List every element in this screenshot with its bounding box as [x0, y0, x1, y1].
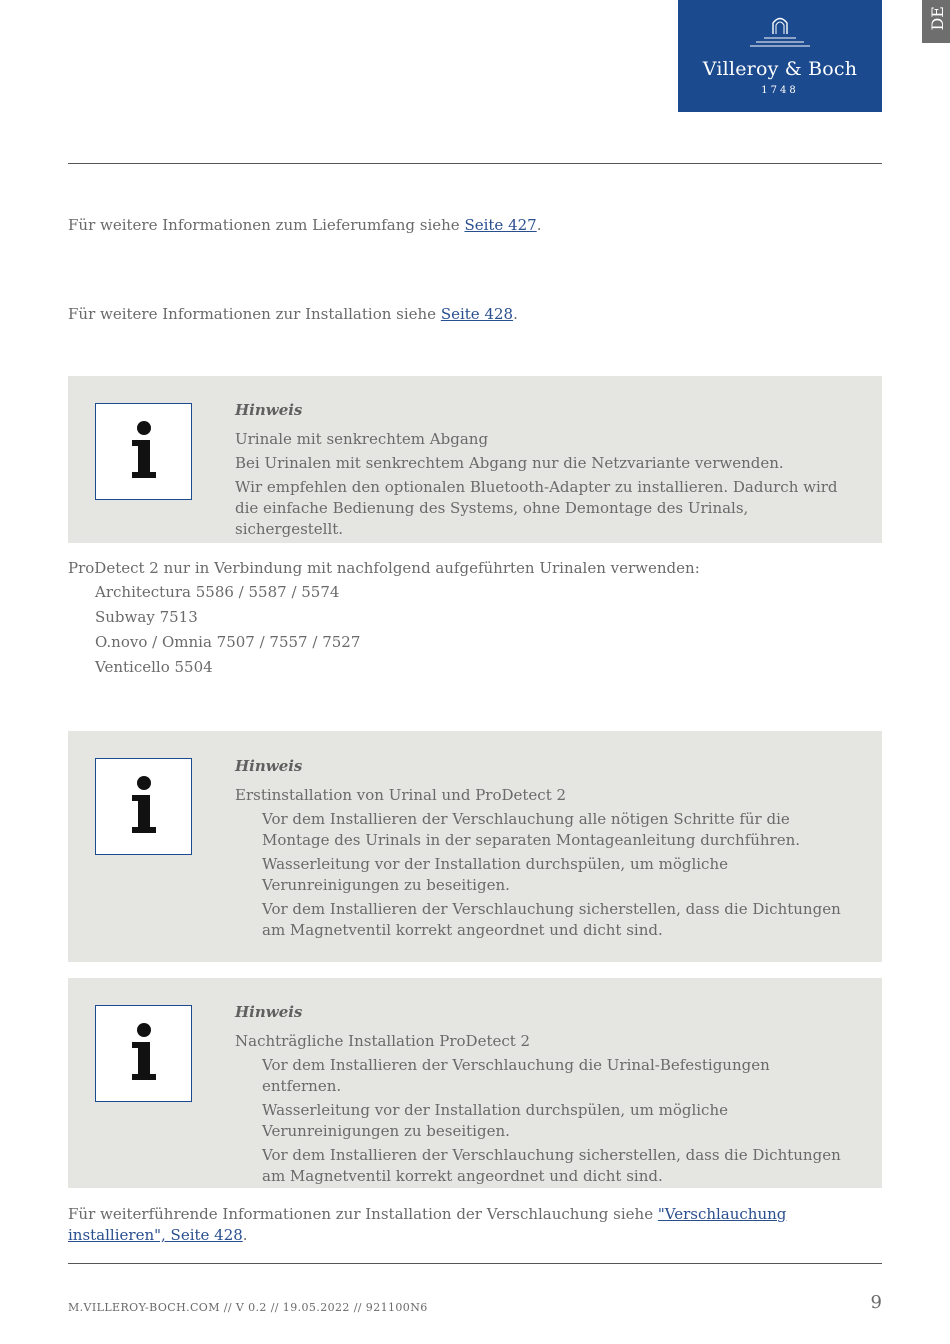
note-box-retrofit: [68, 978, 882, 1188]
compat-intro: ProDetect 2 nur in Verbindung mit nachfolgend aufgeführten Urinalen verwenden:: [68, 559, 700, 577]
note-item: Vor dem Installieren der Verschlauchung alle nötigen Schritte für die Montage des Urinals in der separaten Montageanleitung durchführen.: [262, 810, 801, 849]
info-icon: [95, 403, 192, 500]
note-item: Wasserleitung vor der Installation durchspülen, um mögliche Verunreinigungen zu beseitigen.: [262, 855, 728, 894]
note-title: Hinweis: [235, 757, 303, 775]
outro-text: Für weiterführende Informationen zur Installation der Verschlauchung siehe: [68, 1205, 658, 1223]
install-link[interactable]: Seite 428: [440, 305, 514, 323]
note-line: Urinale mit senkrechtem Abgang: [235, 430, 489, 448]
install-paragraph: Für weitere Informationen zur Installation siehe Seite 428.: [68, 305, 518, 323]
scope-text: Für weitere Informationen zum Lieferumfang siehe: [68, 216, 465, 234]
note-title: Hinweis: [235, 1003, 303, 1021]
brand-name: Villeroy & Boch: [702, 58, 858, 80]
scope-paragraph: Für weitere Informationen zum Lieferumfang siehe Seite 427.: [68, 216, 542, 234]
note-item: Vor dem Installieren der Verschlauchung sicherstellen, dass die Dichtungen am Magnetventil korrekt angeordnet und dicht sind.: [262, 900, 841, 939]
note-box-first-install: [68, 731, 882, 962]
footer-meta: M.VILLEROY-BOCH.COM // V 0.2 // 19.05.2022 // 921100N6: [68, 1301, 428, 1314]
note-line: Wir empfehlen den optionalen Bluetooth-Adapter zu installieren. Dadurch wird die einfache Bedienung des Systems, ohne Demontage des Urinals, sichergestellt.: [235, 478, 838, 538]
note-heading: Nachträgliche Installation ProDetect 2: [235, 1032, 531, 1050]
install-text: Für weitere Informationen zur Installation siehe: [68, 305, 441, 323]
note-item: Vor dem Installieren der Verschlauchung sicherstellen, dass die Dichtungen am Magnetventil korrekt angeordnet und dicht sind.: [262, 1146, 841, 1185]
language-tab-label: DE: [928, 6, 947, 31]
page-number: 9: [870, 1292, 882, 1313]
list-item: Architectura 5586 / 5587 / 5574: [95, 583, 340, 601]
list-item: Venticello 5504: [95, 658, 213, 676]
footer-divider: [68, 1263, 882, 1264]
brand-year: 1748: [761, 85, 799, 96]
outro-paragraph: Für weiterführende Informationen zur Installation der Verschlauchung siehe "Verschlauchung installieren", Seite 428.: [68, 1205, 787, 1244]
fountain-logo-icon: [750, 14, 810, 54]
info-icon: [95, 1005, 192, 1102]
scope-link[interactable]: Seite 427: [464, 216, 537, 234]
list-item: Subway 7513: [95, 608, 198, 626]
note-line: Bei Urinalen mit senkrechtem Abgang nur die Netzvariante verwenden.: [235, 454, 784, 472]
compat-section: [68, 558, 868, 682]
brand-logo: [678, 0, 882, 112]
note-item: Vor dem Installieren der Verschlauchung die Urinal-Befestigungen entfernen.: [262, 1056, 770, 1095]
note-title: Hinweis: [235, 401, 303, 419]
language-tab[interactable]: [922, 0, 950, 43]
outro-link[interactable]: "Verschlauchung installieren", Seite 428: [68, 1205, 787, 1244]
note-heading: Erstinstallation von Urinal und ProDetect 2: [235, 786, 567, 804]
list-item: O.novo / Omnia 7507 / 7557 / 7527: [95, 633, 361, 651]
note-box-urinals: [68, 376, 882, 543]
header-divider: [68, 163, 882, 164]
note-item: Wasserleitung vor der Installation durchspülen, um mögliche Verunreinigungen zu beseitigen.: [262, 1101, 728, 1140]
info-icon: [95, 758, 192, 855]
